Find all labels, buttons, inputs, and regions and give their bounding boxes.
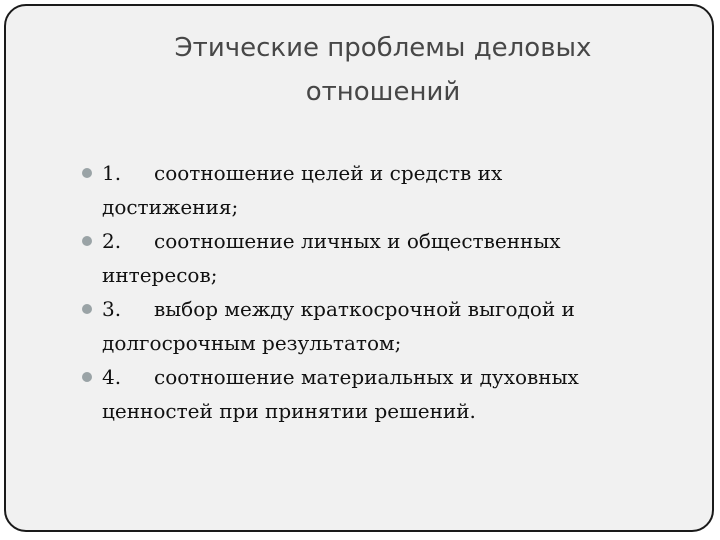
bullet-dot-icon xyxy=(82,304,92,314)
item-text-line-1: соотношение личных и общественных xyxy=(154,229,561,253)
item-text-line-1: выбор между краткосрочной выгодой и xyxy=(154,297,575,321)
slide xyxy=(4,4,714,532)
list-item xyxy=(80,360,680,428)
title-line-1: Этические проблемы деловых xyxy=(174,33,592,63)
list-item xyxy=(80,224,680,292)
item-text-line-1: соотношение материальных и духовных xyxy=(154,365,579,389)
item-number: 1. xyxy=(102,161,122,185)
item-number: 3. xyxy=(102,297,122,321)
bullet-dot-icon xyxy=(82,372,92,382)
bullet-list xyxy=(80,156,680,428)
item-text-line-2: достижения; xyxy=(102,195,239,219)
item-number: 2. xyxy=(102,229,122,253)
list-item xyxy=(80,156,680,224)
bullet-dot-icon xyxy=(82,168,92,178)
item-text-line-1: соотношение целей и средств их xyxy=(154,161,503,185)
item-text-line-2: интересов; xyxy=(102,263,218,287)
title-line-2: отношений xyxy=(305,77,461,107)
item-text-line-2: ценностей при принятии решений. xyxy=(102,399,476,423)
bullet-dot-icon xyxy=(82,236,92,246)
item-text-line-2: долгосрочным результатом; xyxy=(102,331,402,355)
slide-title xyxy=(6,26,712,114)
item-number: 4. xyxy=(102,365,122,389)
list-item xyxy=(80,292,680,360)
